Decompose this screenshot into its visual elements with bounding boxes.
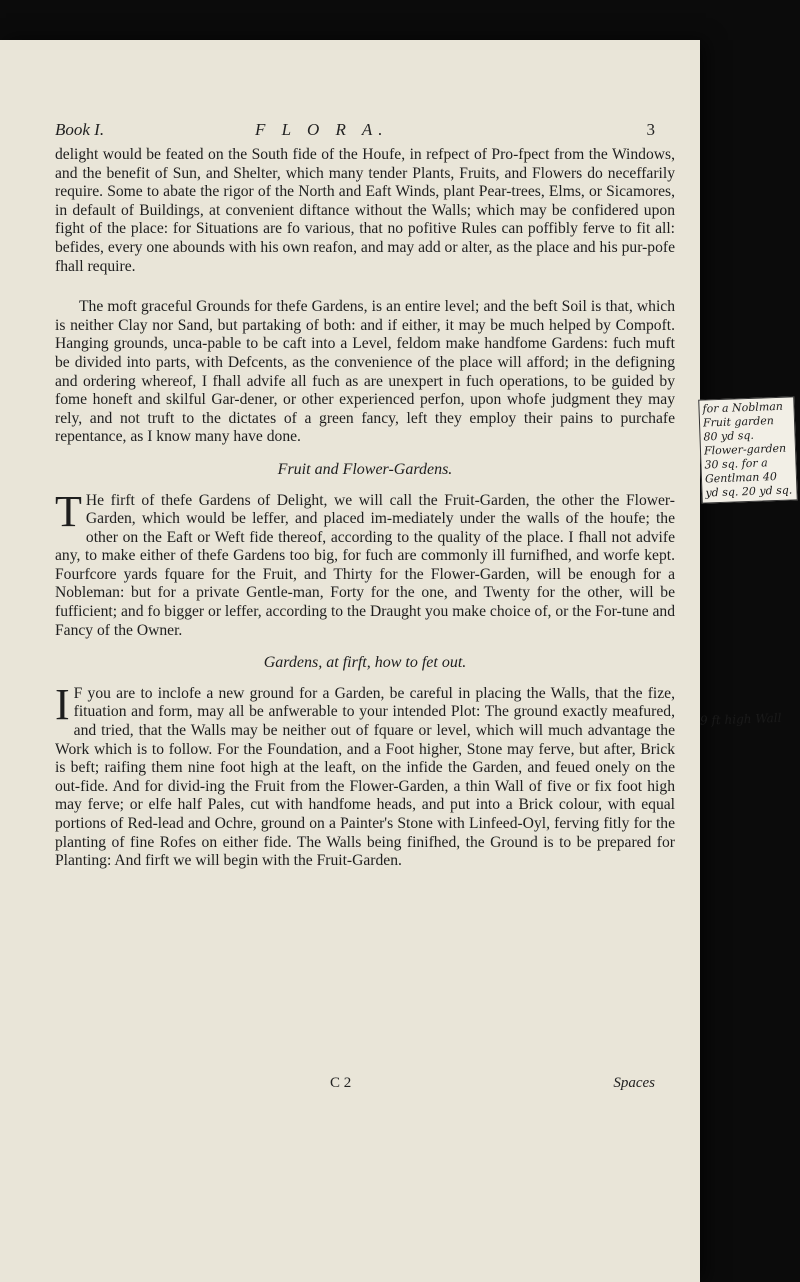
catchword: Spaces [613, 1075, 655, 1091]
book-page [0, 40, 700, 1282]
section-heading-fruit-flower: Fruit and Flower-Gardens. [277, 460, 453, 478]
paragraph-2: The moft graceful Grounds for thefe Gardens, is an entire level; and the beft Soil is that, which is neither Clay nor Sand, but partaking of both: and if either, it may be much helped by Compoft. Hanging grounds, unca-pable to be caft into a Level, feldom make handfome Gardens: fuch muft be divided into parts, with Defcents, as the convenience of the place will afford; in the defigning and ordering whereof, I fhall advife all fuch as are unexpert in fuch operations, to be guided by fome honeft and skilful Gar-dener, or other experienced perfon, upon whofe judgment they may rely, and not truft to the dictates of a green fancy, left they employ their pains to purchafe repentance, as I know many have done. [55, 298, 675, 446]
paragraph-1: delight would be feated on the South fide of the Houfe, in refpect of Pro-fpect from the Windows, and the benefit of Sun, and Shelter, which many tender Plants, Fruits, and Flowers do neceffarily require. Some to abate the rigor of the North and Eaft Winds, plant Pear-trees, Elms, or Sicamores, in default of Buildings, at convenient diftance without the Walls; which may be confidered upon fight of the place: for Situations are fo various, that no pofitive Rules can poffibly ferve to fit all: befides, every one abounds with his own reafon, and may add or alter, as the place and his pur-pofe fhall require. [55, 146, 675, 275]
page-body [55, 146, 675, 871]
book-number: Book I. [55, 120, 105, 139]
drop-cap-t: T [55, 486, 82, 536]
handwritten-margin-note-2: 9 ft high Wall [699, 710, 782, 728]
handwritten-margin-note-1: for a Noblman Fruit garden 80 yd sq. Flower-garden 30 sq. for a Gentlman 40 yd sq. 20 yd sq. [698, 396, 798, 503]
page-number: 3 [646, 120, 655, 139]
paragraph-4-text: F you are to inclofe a new ground for a Garden, be careful in placing the Walls, that the fize, fituation and form, may all be anfwerable to your intended Plot: The ground exactly meafured, and tried, that the Walls may be neither out of fquare or level, which will much advantage the Work which is to follow. For the Foundation, and a Foot higher, Stone may ferve, but after, Brick is beft; raifing them nine foot high at the leaft, on the infide the Garden, and feued onely on the out-fide. And for divid-ing the Fruit from the Flower-Garden, a thin Wall of five or fix foot high may ferve; or elfe half Pales, cut with handfome heads, and put into a Brick colour, with equal portions of Red-lead and Ochre, ground on a Painter's Stone with Linfeed-Oyl, ferving fitly for the planting of fine Rofes on either fide. The Walls being finifhed, the Ground is to be prepared for Planting: And firft we will begin with the Fruit-Garden. [55, 684, 675, 870]
running-title: F L O R A. [255, 120, 389, 139]
page-footer [55, 1075, 655, 1097]
paragraph-4 [55, 679, 675, 871]
drop-cap-i: I [55, 679, 70, 729]
running-header [55, 120, 655, 146]
section-heading-gardens: Gardens, at firft, how to fet out. [263, 654, 467, 672]
paragraph-3-text: He firft of thefe Gardens of Delight, we will call the Fruit-Garden, the other the Flower-Garden, which would be leffer, and placed im-mediately under the walls of the houfe; the other on the Eaft or Weft fide thereof, according to the quality of the place. I fhall not advife any, to make either of thefe Gardens too big, for fuch are commonly ill furnifhed, and worfe kept. Fourfcore yards fquare for the Fruit, and Thirty for the Flower-Garden, will be enough for a Nobleman: but for a private Gentle-man, Forty for the one, and Twenty for the other, will be fufficient; and fo bigger or leffer, according to the Draught you make choice of, or the For-tune and Fancy of the Owner. [55, 491, 675, 639]
signature-mark: C 2 [330, 1075, 352, 1091]
paragraph-3 [55, 486, 675, 641]
